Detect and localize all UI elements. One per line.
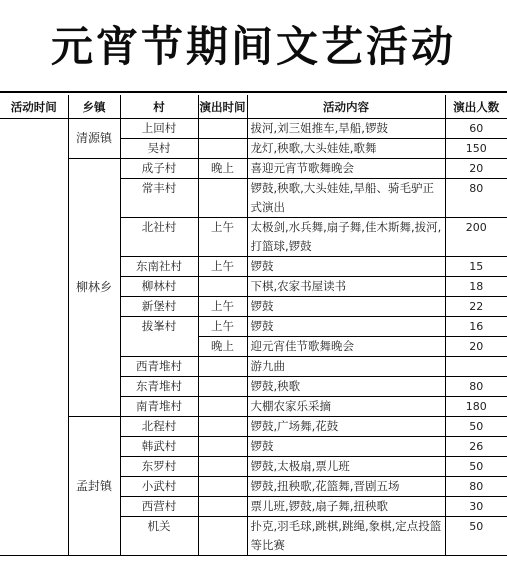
village-cell: 西青堆村 (120, 357, 198, 377)
table-header-row (0, 95, 507, 119)
count-cell: 50 (445, 517, 507, 556)
village-cell: 东南社村 (120, 257, 198, 277)
time-cell (198, 477, 247, 497)
program-cell: 锣鼓,秧歌,大头娃娃,旱船、骑毛驴正式演出 (247, 179, 445, 218)
program-cell: 锣鼓 (247, 297, 445, 317)
count-cell: 20 (445, 159, 507, 179)
count-cell: 50 (445, 457, 507, 477)
village-cell: 常丰村 (120, 179, 198, 218)
time-cell: 上午 (198, 257, 247, 277)
program-cell: 扑克,羽毛球,跳棋,跳绳,象棋,定点投篮等比赛 (247, 517, 445, 556)
village-cell: 新堡村 (120, 297, 198, 317)
village-cell: 东青堆村 (120, 377, 198, 397)
header-program: 活动内容 (247, 95, 445, 119)
village-cell: 东罗村 (120, 457, 198, 477)
village-cell: 上回村 (120, 119, 198, 139)
count-cell: 80 (445, 377, 507, 397)
program-cell: 游九曲 (247, 357, 445, 377)
village-cell: 机关 (120, 517, 198, 556)
count-cell (445, 357, 507, 377)
program-cell: 锣鼓,扭秧歌,花篮舞,晋剧五场 (247, 477, 445, 497)
program-cell: 迎元宵佳节歌舞晚会 (247, 337, 445, 357)
town-cell: 清源镇 (68, 119, 120, 159)
program-cell: 锣鼓,秧歌 (247, 377, 445, 397)
village-cell: 北社村 (120, 218, 198, 257)
time-cell (198, 417, 247, 437)
title-divider (0, 91, 507, 93)
header-time: 演出时间 (198, 95, 247, 119)
time-cell: 晚上 (198, 159, 247, 179)
count-cell: 26 (445, 437, 507, 457)
time-cell: 晚上 (198, 337, 247, 357)
time-cell (198, 357, 247, 377)
time-cell (198, 457, 247, 477)
time-cell (198, 139, 247, 159)
program-cell: 锣鼓,广场舞,花鼓 (247, 417, 445, 437)
count-cell: 50 (445, 417, 507, 437)
village-cell (120, 337, 198, 357)
time-cell: 上午 (198, 317, 247, 337)
time-cell (198, 119, 247, 139)
program-cell: 锣鼓 (247, 257, 445, 277)
count-cell: 180 (445, 397, 507, 417)
table-row (0, 159, 507, 179)
count-cell: 80 (445, 477, 507, 497)
count-cell: 22 (445, 297, 507, 317)
header-town: 乡镇 (68, 95, 120, 119)
count-cell: 150 (445, 139, 507, 159)
activity-table (0, 95, 507, 556)
program-cell: 票儿班,锣鼓,扇子舞,扭秧歌 (247, 497, 445, 517)
table-row (0, 417, 507, 437)
page-title: 元宵节期间文艺活动 (50, 22, 456, 71)
table-row (0, 119, 507, 139)
village-cell: 柳林村 (120, 277, 198, 297)
village-cell: 韩武村 (120, 437, 198, 457)
count-cell: 20 (445, 337, 507, 357)
time-cell (198, 517, 247, 556)
village-cell: 南青堆村 (120, 397, 198, 417)
time-cell (198, 277, 247, 297)
time-cell (198, 497, 247, 517)
village-cell: 西营村 (120, 497, 198, 517)
program-cell: 拔河,刘三姐推车,旱船,锣鼓 (247, 119, 445, 139)
header-date: 活动时间 (0, 95, 68, 119)
time-cell (198, 179, 247, 218)
count-cell: 15 (445, 257, 507, 277)
time-cell: 上午 (198, 297, 247, 317)
count-cell: 80 (445, 179, 507, 218)
program-cell: 大棚农家乐采摘 (247, 397, 445, 417)
count-cell: 30 (445, 497, 507, 517)
village-cell: 小武村 (120, 477, 198, 497)
header-village: 村 (120, 95, 198, 119)
count-cell: 18 (445, 277, 507, 297)
village-cell: 北程村 (120, 417, 198, 437)
program-cell: 锣鼓 (247, 317, 445, 337)
town-cell: 孟封镇 (68, 417, 120, 556)
village-cell: 吴村 (120, 139, 198, 159)
time-cell: 上午 (198, 218, 247, 257)
program-cell: 锣鼓 (247, 437, 445, 457)
date-cell (0, 119, 68, 556)
time-cell (198, 377, 247, 397)
count-cell: 60 (445, 119, 507, 139)
program-cell: 龙灯,秧歌,大头娃娃,歌舞 (247, 139, 445, 159)
program-cell: 下棋,农家书屋读书 (247, 277, 445, 297)
village-cell: 拔峯村 (120, 317, 198, 337)
time-cell (198, 397, 247, 417)
program-cell: 喜迎元宵节歌舞晚会 (247, 159, 445, 179)
village-cell: 成子村 (120, 159, 198, 179)
count-cell: 16 (445, 317, 507, 337)
count-cell: 200 (445, 218, 507, 257)
time-cell (198, 437, 247, 457)
header-count: 演出人数 (445, 95, 507, 119)
table-body (0, 119, 507, 556)
program-cell: 锣鼓,太极扇,票儿班 (247, 457, 445, 477)
town-cell: 柳林乡 (68, 159, 120, 417)
program-cell: 太极剑,水兵舞,扇子舞,佳木斯舞,拔河,打篮球,锣鼓 (247, 218, 445, 257)
